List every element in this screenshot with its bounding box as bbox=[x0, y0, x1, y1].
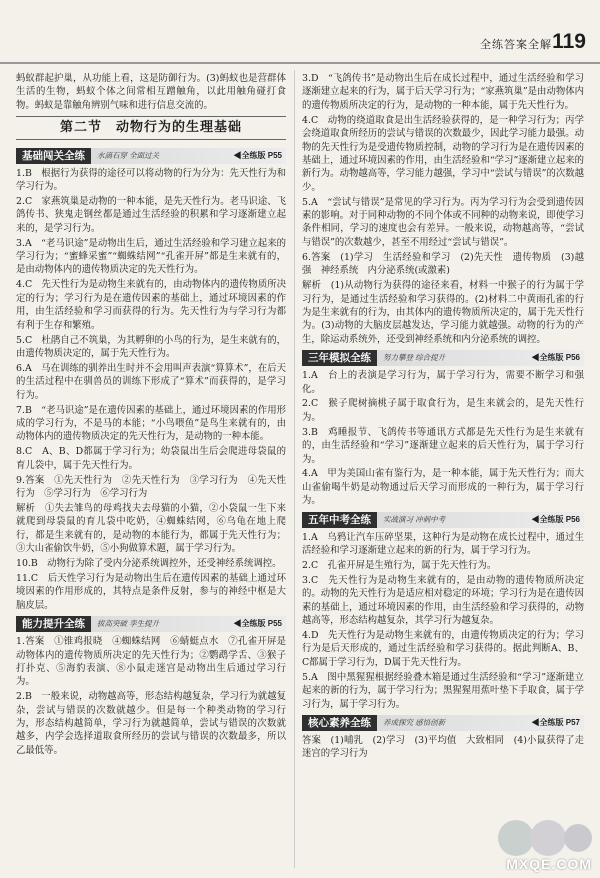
band-three-year-tag: 努力攀登 综合提升 bbox=[383, 353, 446, 363]
answer-item: 9.答案 ①先天性行为 ②先天性行为 ③学习行为 ④先天性行为 ⑤学习行为 ⑥学习行为 bbox=[16, 474, 286, 499]
band-three-year-title: 三年模拟全练 bbox=[302, 350, 377, 366]
answer-item: 2.C 家燕筑巢是动物的一种本能，是先天性行为。老马识途、飞鸽传书、狭鬼走钢丝都是通过生活经验的积累和学习逐渐建立起来的，是学习行为。 bbox=[16, 195, 286, 234]
section-title: 第二节 动物行为的生理基础 bbox=[16, 116, 286, 139]
answer-item: 4.C 动物的绕道取食是出生活经验获得的，是一种学习行为；丙学会绕道取食所经历的尝试与错误的次数最少，因此学习能力最强。动物的先天性行为是受遗传物质控制，动物的学习行为是在遗传因素的基础上，通过环境因素的作用，由生活经验和“学习”逐渐建立起来的新行为。动物越高等，学习能力越强，学习中“尝试与错误”的次数越少。 bbox=[302, 114, 584, 193]
answer-item: 7.B “老马识途”是在遗传因素的基础上，通过环境因素的作用形成的学习行为，不是马的本能；“小鸟喂鱼”是鸟生来就有的，由动物体内的遗传物质决定的先天性行为，是动物的一种本能。 bbox=[16, 404, 286, 443]
answer-item: 1.答案 ①锥鸡报晓 ④蜘蛛结网 ⑥蜻蜓点水 ⑦孔雀开屏是动物体内的遗传物质所决定的先天性行为；②鹦鹉学舌、③猴子打扑克、⑤海豹表演、⑧小鼠走迷宫是动物出生后通过学习行为。 bbox=[16, 636, 286, 688]
answer-item: 3.D “飞鸽传书”是动物出生后在成长过程中，通过生活经验和学习逐渐建立起来的行为，属于后天学习行为；“家燕筑巢”是由动物体内的遗传物质所决定的行为，是动物的一种本能，属于先天性行为。 bbox=[302, 73, 584, 111]
band-basic-tag: 水滴石穿 全面过关 bbox=[97, 150, 160, 160]
answer-item: 1.A 乌鸦让汽车压碎坚果，这种行为是动物在成长过程中，通过生活经验和学习逐渐建立起来的新的行为，属于学习行为。 bbox=[302, 531, 584, 557]
answer-item: 解析 ①失去雏鸟的母鸡找夫去母猫的小猫，②小袋鼠一生下来就爬到母袋鼠的育儿袋中吃奶，④蜘蛛结网，⑥乌龟在地上爬行，都是生来就有的，是动物的本能行为，都属于先天性行为；③大山雀偷饮牛奶，⑤小狗做算术题，属于学习行为。 bbox=[16, 502, 286, 555]
band-core bbox=[302, 715, 584, 731]
band-ability-title: 能力提升全练 bbox=[16, 616, 91, 632]
answer-item: 6.A 马在训练的驯养出生时并不会用叫声表演“算算术”，在后天的生活过程中在驯兽员的训练下形成了“算术”而获得的，是学习行为。 bbox=[16, 362, 286, 401]
answer-item: 解析 (1)从动物行为获得的途径来看，材料一中猴子的行为属于学习行为，是通过生活经验和学习获得的。(2)材料二中黄雨孔雀的行为是生来就有的行为，由其体内的遗传物质所决定的，属于先天性行为。(3)动物的大脑皮层越发达，学习能力就越强。动物的行为的产生，除运动系统外，还受到神经系统和内分泌系统的调控。 bbox=[302, 280, 584, 345]
column-divider bbox=[294, 70, 295, 868]
page-header bbox=[0, 0, 600, 62]
band-core-ref: ◀全练版 P57 bbox=[531, 718, 580, 728]
band-five-year bbox=[302, 512, 584, 528]
answer-item: 5.A “尝试与错误”是常见的学习行为。丙为学习行为会受到遗传因素的影响。对于同种动物的不同个体或不同种的动物来说，即使学习条件相同，学习的速度也会有差异。一般来说，动物越高等，“尝试与错误”的次数越少，甚至不用经过“尝试与错误”。 bbox=[302, 196, 584, 248]
band-three-year bbox=[302, 350, 584, 366]
answer-item: 3.A “老马识途”是动物出生后，通过生活经验和学习建立起来的学习行为；“蜜蜂采蜜”“蜘蛛结网”“孔雀开屏”都是生来就有的，是由动物体内的遗传物质决定的先天性行为。 bbox=[16, 237, 286, 276]
answer-item: 10.B 动物行为除了受内分泌系统调控外，还受神经系统调控。 bbox=[16, 558, 282, 569]
answer-item: 答案 (1)哺乳 (2)学习 (3)平均值 大致相同 (4)小鼠获得了走迷宫的学习行为 bbox=[302, 734, 584, 760]
band-basic-title: 基础闯关全练 bbox=[16, 148, 91, 164]
band-five-year-ref: ◀全练版 P56 bbox=[531, 514, 580, 524]
answer-item: 3.C 先天性行为是动物生来就有的，是由动物的遗传物质所决定的。动物的先天性行为是适应相对稳定的环境；学习行为是在遗传因素的基础上，通过环境因素的作用，由生活经验和学习获得的，动物越高等，形态结构越复杂，其学习行为越复杂。 bbox=[302, 574, 584, 627]
band-basic bbox=[16, 148, 286, 164]
intro-paragraph: 蚂蚁群起护巢，从功能上看，这是防御行为。(3)蚂蚁也是营群体生活的生物，蚂蚁个体之间常相互蹭触角，以此用触角碰打食物。蚂蚁是靠触角辨别气味和进行信息交流的。 bbox=[16, 73, 286, 111]
answer-item: 2.C 孔雀开屏是生殖行为，属于先天性行为。 bbox=[302, 560, 497, 571]
answer-item: 11.C 后天性学习行为是动物出生后在遗传因素的基础上通过环境因素的作用形成的，其特点是条件反射，参与的神经中枢是大脑皮层。 bbox=[16, 572, 286, 611]
page-number: 119 bbox=[552, 30, 586, 53]
band-basic-ref: ◀全练版 P55 bbox=[233, 150, 282, 160]
band-ability-ref: ◀全练版 P55 bbox=[233, 619, 282, 629]
band-ability-tag: 拔高突破 孪生提升 bbox=[97, 619, 160, 629]
answer-item: 6.答案 (1)学习 生活经验和学习 (2)先天性 遗传物质 (3)越强 神经系统 内分泌系统(或激素) bbox=[302, 251, 584, 277]
answer-item: 3.B 鸡睡报节、飞鸽传书等通讯方式都是先天性行为是生来就有的，由生活经验和“学习”逐渐建立起来的后天性行为，属于学习行为。 bbox=[302, 426, 584, 465]
band-five-year-title: 五年中考全练 bbox=[302, 512, 377, 528]
band-three-year-ref: ◀全练版 P56 bbox=[531, 353, 580, 363]
answer-item: 4.C 先天性行为是动物生来就有的，由动物体内的遗传物质所决定的行为；学习行为是在遗传因素的基础上，通过环境因素的作用，由生活经验和学习而获得的行为。先天性行为与学习行为都有利于生存和繁殖。 bbox=[16, 279, 286, 331]
answer-item: 2.B 一般来说，动物越高等，形态结构越复杂，学习行为就越复杂，尝试与错误的次数就越少。但是每一个种类动物的学习行为，形态结构越简单，学习行为就越简单，尝试与错误的次数就越多，内学会选择道取食所经历的尝试与错误的次数最多，所以乙最低等。 bbox=[16, 691, 286, 756]
band-five-year-tag: 实战演习 冲刺中考 bbox=[383, 514, 446, 524]
answer-item: 2.C 猴子爬树摘桃子属于取食行为，是生来就会的，是先天性行为。 bbox=[302, 398, 584, 423]
answer-item: 8.C A、B、D都属于学习行为；幼袋鼠出生后会爬进母袋鼠的育儿袋中，属于先天性行为。 bbox=[16, 446, 286, 471]
header-rule bbox=[0, 62, 600, 64]
answer-item: 4.D 先天性行为是动物生来就有的，由遗传物质决定的行为；学习行为是后天形成的，通过生活经验和学习获得的。据此判断A、B、C都属于学习行为，D属于先天性行为。 bbox=[302, 630, 584, 668]
header-title: 全练答案全解 bbox=[480, 38, 552, 51]
left-column bbox=[16, 72, 286, 878]
band-core-tag: 养成探究 感悟创新 bbox=[383, 718, 446, 728]
band-core-title: 核心素养全练 bbox=[302, 715, 377, 731]
watermark-text: MXQE.COM bbox=[506, 856, 592, 872]
band-ability bbox=[16, 616, 286, 632]
answer-item: 1.B 根据行为获得的途径可以将动物的行为分为：先天性行为和学习行为。 bbox=[16, 167, 286, 193]
answer-item: 4.A 甲为美国山雀有鉴行为，是一种本能，属于先天性行为；而大山雀偷喝牛奶是动物通过后天学习而形成的一种行为，属于学习行为。 bbox=[302, 468, 584, 507]
answer-item: 5.A 图中黑猩猩根据经验叠木箱是通过生活经验和“学习”逐渐建立起来的新的行为，属于学习行为；黑猩猩用蕉叶垫下手取食，属于学习行为，属于学习行为。 bbox=[302, 671, 584, 710]
answer-item: 1.A 台上的表演是学习行为，属于学习行为，需要不断学习和强化。 bbox=[302, 370, 584, 395]
answer-item: 5.C 杜鹃自己不筑巢，为其孵卵的小鸟的行为，是生来就有的，由遗传物质决定的，属于先天性行为。 bbox=[16, 334, 286, 359]
right-column bbox=[302, 72, 584, 878]
